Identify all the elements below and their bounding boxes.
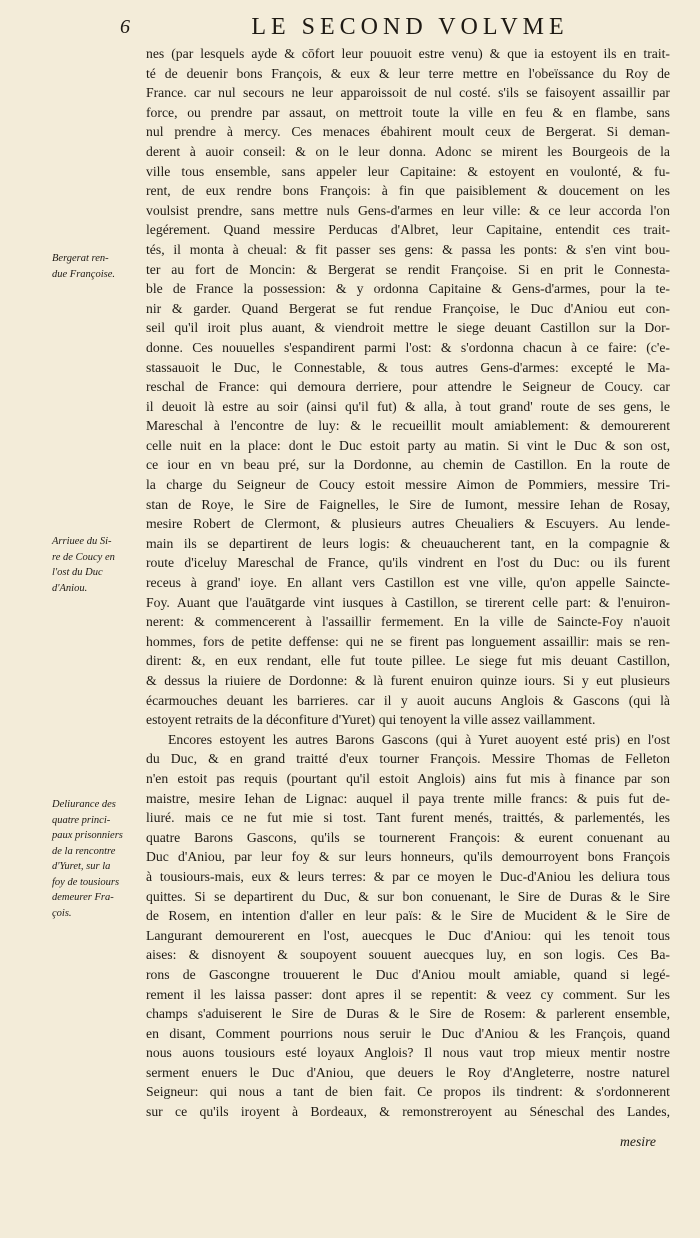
text-line: dirent: &, en eux rendant, elle fut toute pillee. Le siege fut mis deuant Castillon, <box>146 653 670 669</box>
text-line: Seigneur: qui nous a tant de bien fait. Ce propos ils tindrent: & s'ordonnerent <box>146 1084 670 1100</box>
text-line: rement il les laissa passer: dont apres il se repentit: & veez cy comment. Sur les <box>146 986 670 1002</box>
text-line: legérement. Quand messire Perducas d'Albret, leur Capitaine, entendit ces trait- <box>146 222 670 238</box>
catchword: mesire <box>620 1134 656 1149</box>
margin-note-bergerat: Bergerat ren- due Françoise. <box>52 253 115 280</box>
text-line: tés, il monta à cheual: & fit passer ses gens: & passa les ponts: & s'en vint bou- <box>146 241 670 257</box>
text-line: estoyent retraits de la déconfiture d'Yuret) qui tenoyent la ville assez vaillamment. <box>146 712 596 728</box>
margin-note-deliurance: Deliurance des quatre princi- paux prisonniers de la rencontre d'Yuret, sur la foy de tousiours demeurer Fra- çois. <box>52 799 123 919</box>
text-line: & dessus la riuiere de Dordonne: & là furent enuiron quinze iours. Si y eut plusieurs <box>146 673 670 688</box>
text-line: stan de Roye, le Sire de Faignelles, le Sire de Iumont, messire Iehan de Rosay, <box>146 496 670 512</box>
text-line: n'en estoit pas requis (pourtant qu'il estoit Anglois) ains fut mis à finance par son <box>146 770 670 786</box>
text-line: Mareschal à l'encontre de luy: & le recueillit moult amiablement: & demourerent <box>146 418 670 434</box>
text-line: receus à grand' ioye. En allant vers Castillon est vne ville, qu'on appelle Saincte- <box>146 575 670 591</box>
text-line: reschal de France: qui demoura derriere, pour attendre le Seigneur de Coucy. car <box>146 379 670 395</box>
text-line: France. car nul secours ne leur apparoissoit de nul costé. s'ils se faisoyent assaillir par <box>146 85 670 101</box>
text-line: route d'iceluy Mareschal de France, qu'ils vindrent en l'ost du Duc: ou ils furent <box>146 555 670 571</box>
text-line: nes (par lesquels ayde & cōfort leur pouuoit estre venu) & que ia estoyent ils en trait- <box>146 46 670 61</box>
text-line: té de deuenir bons François, & eux & leur terre mettre en l'obeïssance du Roy de <box>146 65 670 81</box>
text-line: sur ce qu'ils iroyent à Bordeaux, & remonstreroyent au Séneschal des Landes, <box>146 1104 670 1120</box>
text-line: maistre, mesire Iehan de Lignac: auquel il paya trente mille francs: & puis fut de- <box>146 790 670 806</box>
text-line: ble de France la possession: & y ordonna Capitaine & Gens-d'armes, pour la te- <box>146 281 670 297</box>
text-line: main ils se departirent de leurs logis: & cheuaucherent tant, en la compagnie & <box>146 535 670 551</box>
text-line: écarmouches deuant les barrieres. car il y auoit aucuns Anglois & Gascons (qui là <box>146 692 670 708</box>
text-line: champs s'aduiserent le Sire de Duras & le Sire de Rosem: & parlerent ensemble, <box>146 1006 670 1022</box>
text-line: Foy. Auant que l'auātgarde vint iusques à Castillon, se tirerent celle part: & l'enuiron- <box>146 594 670 610</box>
text-line: la charge du Seigneur de Coucy estoit messire Aimon de Pommiers, messire Tri- <box>146 477 670 493</box>
text-line: Duc d'Aniou, par leur foy & sur leurs honneurs, qu'ils demourroyent bons François <box>146 849 670 865</box>
body-text <box>146 44 670 1122</box>
text-line: ter au fort de Moncin: & Bergerat se rendit Françoise. Si en prit le Connesta- <box>146 261 670 277</box>
text-line: il deuoit là estre au soir (ainsi qu'il fut) & alla, à tout grand' route de ses gens, le <box>146 398 670 414</box>
text-line: stassauoit le Duc, le Connestable, & tous autres Gens-d'armes: excepté le Ma- <box>146 359 670 375</box>
text-line: hommes, fors de petite deffense: qui ne se firent pas longuement assaillir: mais se ren- <box>146 633 670 649</box>
text-line: du Duc, & en grand traitté d'eux tourner François. Messire Thomas de Felleton <box>146 751 670 767</box>
text-line: en disant, Comment pourrions nous seruir le Duc d'Aniou & les François, quand <box>146 1025 670 1041</box>
text-line: nous auons tousiours esté loyaux Anglois? Il nous vaut trop mieux mentir nostre <box>146 1045 670 1061</box>
text-line: mesire Robert de Clermont, & plusieurs autres Cheualiers & Escuyers. Au lende- <box>146 516 670 532</box>
text-line: Encores estoyent les autres Barons Gascons (qui à Yuret auoyent esté pris) en l'ost <box>168 731 670 747</box>
page-number: 6 <box>120 16 130 38</box>
text-line: serment enuers le Duc d'Aniou, que deuers le Roy d'Angleterre, nostre naturel <box>146 1064 670 1080</box>
text-line: voulsist prendre, sans mettre nuls Gens-d'armes en leur ville: & ce leur accorda l'on <box>146 202 670 218</box>
margin-note-coucy: Arriuee du Si- re de Coucy en l'ost du Duc d'Aniou. <box>52 536 115 594</box>
running-head: LE SECOND VOLVME <box>251 14 569 40</box>
text-line: celle nuit en la place: dont le Duc estoit party au matin. Si vint le Duc & son ost, <box>146 437 670 453</box>
text-line: à tousiours-mais, eux & leurs terres: & par ce moyen le Duc-d'Aniou les deliura tous <box>146 868 670 884</box>
text-line: ville tous ensemble, sans appeler leur Capitaine: & estoyent en voulonté, & fu- <box>146 163 670 179</box>
text-line: nir & garder. Quand Bergerat se fut rendue Françoise, le Duc d'Aniou eut con- <box>146 300 670 316</box>
text-line: rons de Gascongne trouuerent le Duc d'Aniou moult amiable, quand si legé- <box>146 966 670 982</box>
text-line: donne. Ces nouuelles s'espandirent parmi l'ost: & s'ordonna chacun à ce faire: (c'e- <box>146 339 670 355</box>
text-line: seil qu'il iroit plus auant, & viendroit mettre le siege deuant Castillon sur la Dor- <box>146 320 670 336</box>
text-line: ce iour en vn beau pré, sur la Dordonne, au chemin de Castillon. En la route de <box>146 457 670 473</box>
text-line: nul prendre à mercy. Ces menaces ébahirent moult ceux de Bergerat. Si deman- <box>146 124 670 140</box>
text-line: aises: & disnoyent & soupoyent souuent auecques luy, en son logis. Ces Ba- <box>146 947 670 963</box>
text-line: quittes. Si se departirent du Duc, & sur bon conuenant, le Sire de Duras & le Sire <box>146 888 670 904</box>
text-line: quatre Barons Gascons, qu'ils se tournerent François: & eurent conuenant au <box>146 829 670 845</box>
text-line: liuré. mais ce ne fut mie si tost. Tant furent menés, traittés, & parlementés, les <box>146 810 670 826</box>
text-line: force, ou prendre par assaut, on mettroit toute la ville en feu & en flambe, sans <box>146 104 670 120</box>
text-line: de Rosem, en intention d'aller en leur païs: & le Sire de Mucident & le Sire de <box>146 908 670 924</box>
text-line: rent, de eux rendre bons François: à fin que paisiblement & doucement on les <box>146 183 670 199</box>
text-line: Langurant demourerent en l'ost, auecques le Duc d'Aniou: qui les tenoit tous <box>146 927 670 943</box>
text-line: derent à auoir conseil: & on le leur donna. Adonc se mirent les Bourgeois de la <box>146 143 670 159</box>
text-line: nerent: & commencerent à l'assaillir fermement. En la ville de Saincte-Foy n'auoit <box>146 614 670 630</box>
